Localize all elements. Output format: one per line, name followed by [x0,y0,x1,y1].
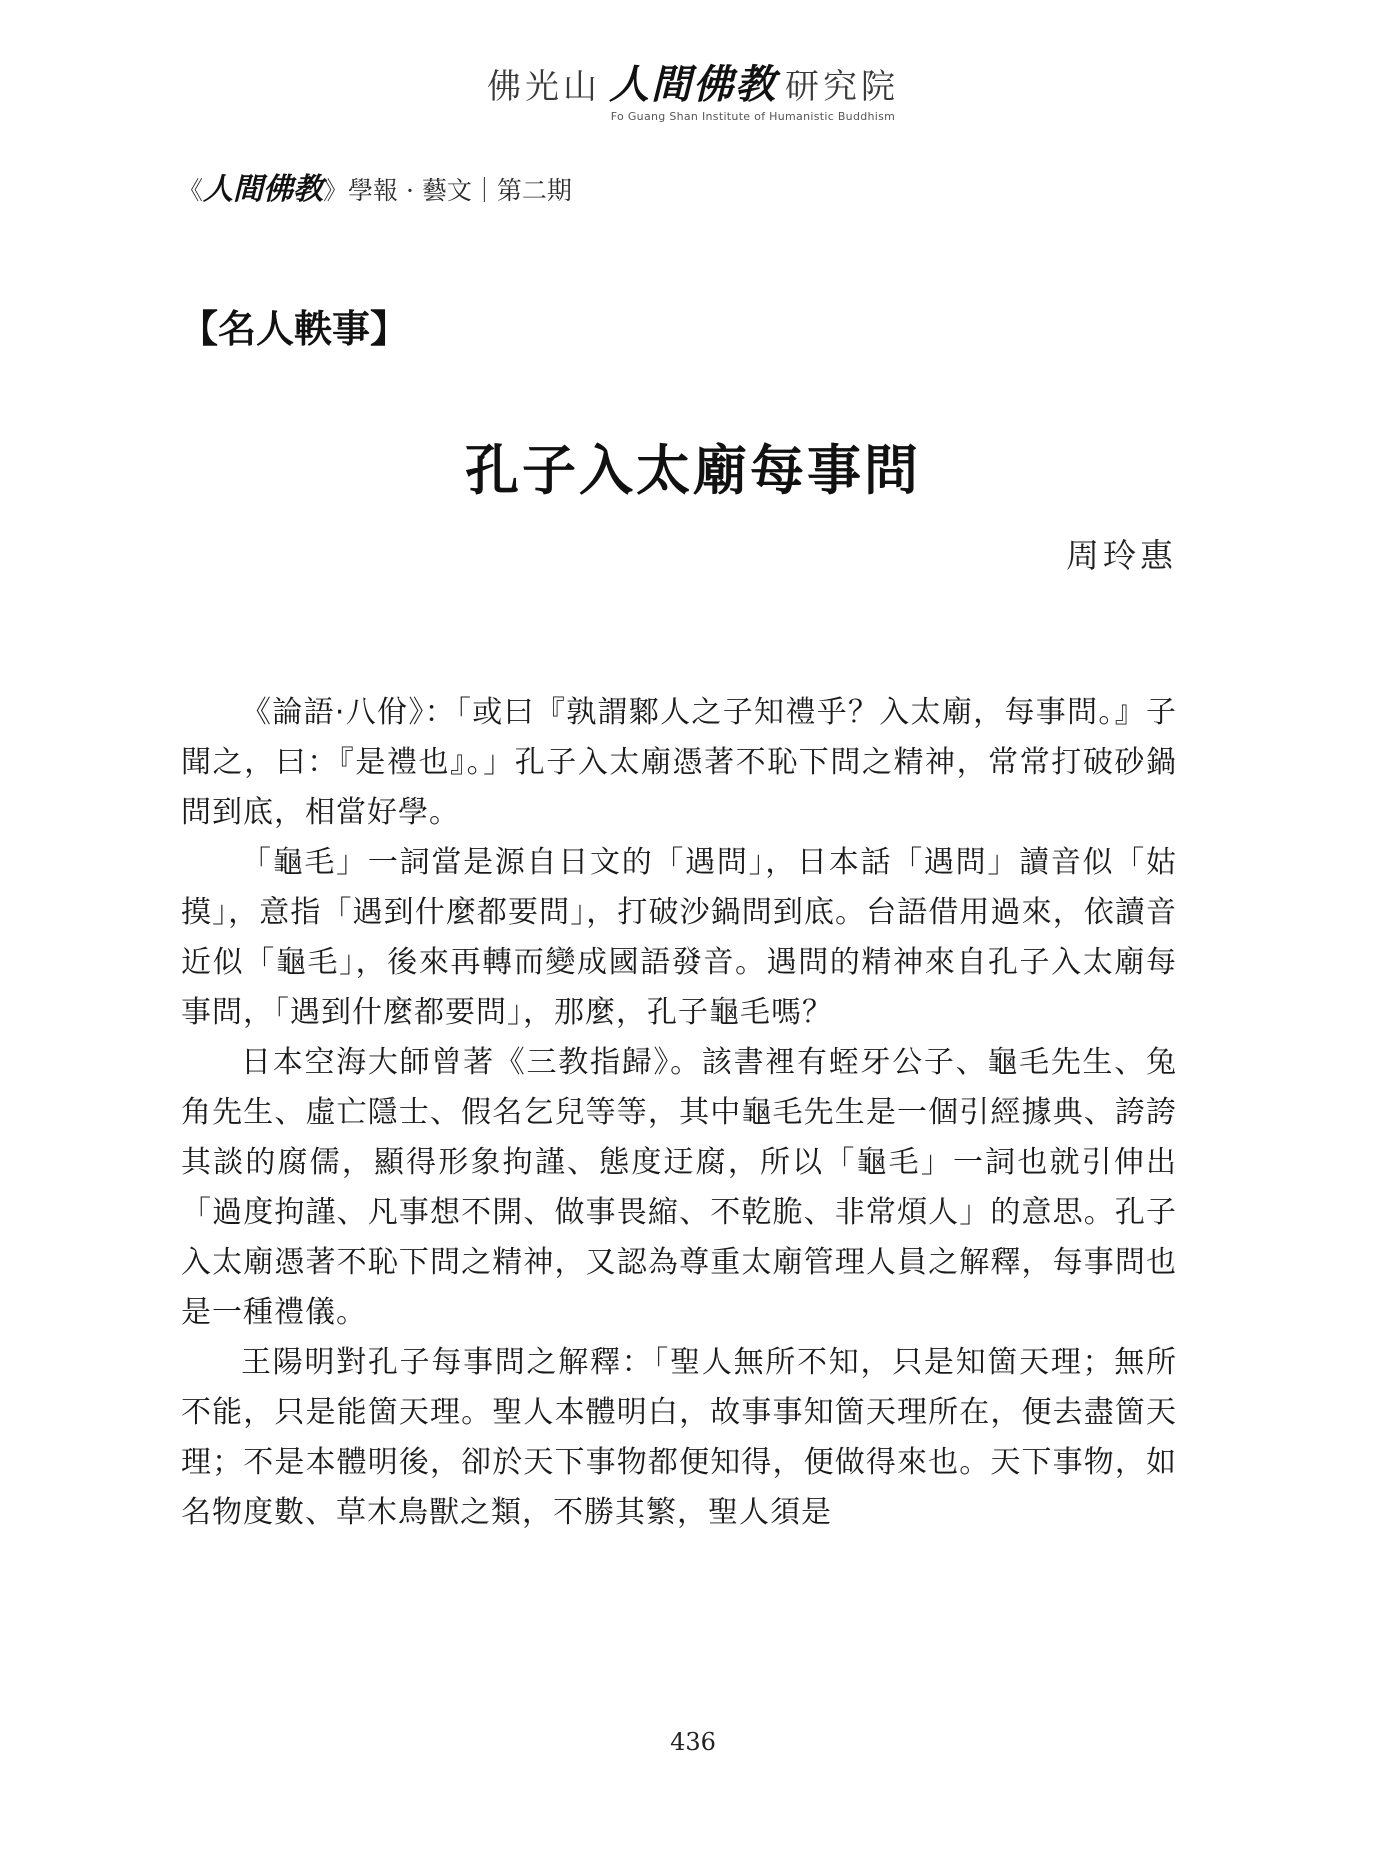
article-body [181,688,1177,1538]
institute-logo [0,62,1386,110]
institute-header [0,62,1386,123]
institute-english-name: Fo Guang Shan Institute of Humanistic Buddhism [610,110,896,123]
section-label: 【名人軼事】 [180,306,409,351]
body-paragraph: 《論語·八佾》：「或曰『孰謂鄹人之子知禮乎？入太廟，每事問。』子聞之，曰：『是禮也』。」孔子入太廟憑著不恥下問之精神，常常打破砂鍋問到底，相當好學。 [181,695,1177,830]
institute-brand: 人間佛教 [609,61,777,108]
running-head-brand: 人間佛教 [203,172,324,207]
institute-prefix: 佛光山 [487,67,601,107]
body-paragraph: 「龜毛」一詞當是源自日文的「遇問」，日本話「遇問」讀音似「姑摸」，意指「遇到什麼都要問」，打破沙鍋問到底。台語借用過來，依讀音近似「龜毛」，後來再轉而變成國語發音。遇問的精神來自孔子入太廟每事問，「遇到什麼都要問」，那麼，孔子龜毛嗎？ [181,845,1177,1030]
article-title: 孔子入太廟每事問 [465,438,921,502]
running-head-open-bracket: 《 [178,176,204,205]
running-head-rest: 》學報 · 藝文｜第二期 [323,176,572,205]
body-paragraph: 王陽明對孔子每事問之解釋：「聖人無所不知，只是知箇天理；無所不能，只是能箇天理。聖人本體明白，故事事知箇天理所在，便去盡箇天理；不是本體明後，卻於天下事物都便知得，便做得來也。天下事物，如名物度數、草木鳥獸之類，不勝其繁，聖人須是 [181,1345,1177,1530]
running-head [178,164,572,208]
page-number: 436 [670,1728,716,1756]
institute-suffix: 研究院 [785,67,899,107]
body-paragraph: 日本空海大師曾著《三教指歸》。該書裡有蛭牙公子、龜毛先生、兔角先生、虛亡隱士、假名乞兒等等，其中龜毛先生是一個引經據典、誇誇其談的腐儒，顯得形象拘謹、態度迂腐，所以「龜毛」一詞也就引伸出「過度拘謹、凡事想不開、做事畏縮、不乾脆、非常煩人」的意思。孔子入太廟憑著不恥下問之精神，又認為尊重太廟管理人員之解釋，每事問也是一種禮儀。 [181,1045,1177,1330]
article-author: 周玲惠 [1066,536,1177,575]
